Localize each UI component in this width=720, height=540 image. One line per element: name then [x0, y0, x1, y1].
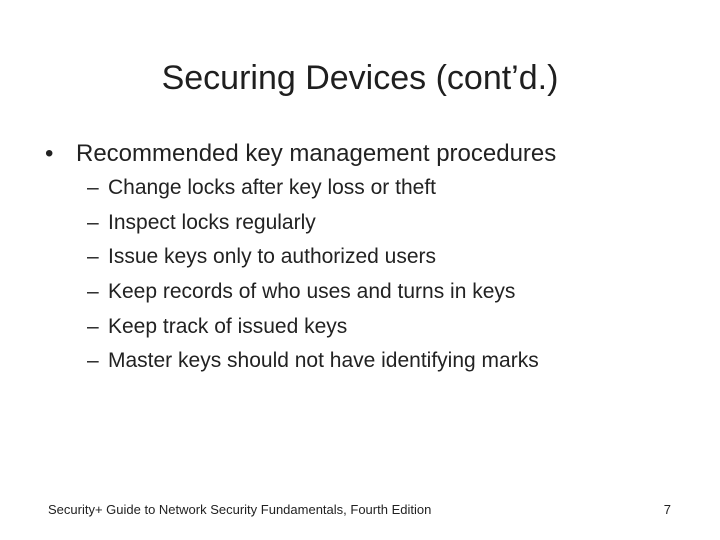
dash-icon: –: [87, 314, 99, 338]
sub-bullet-item: [87, 311, 539, 346]
sub-bullet-text: Change locks after key loss or theft: [108, 176, 436, 199]
footer-source: Security+ Guide to Network Security Fundamentals, Fourth Edition: [48, 502, 432, 517]
page-number: 7: [663, 502, 671, 517]
sub-bullet-item: [87, 276, 539, 311]
sub-bullet-text: Issue keys only to authorized users: [108, 245, 437, 269]
dash-icon: –: [87, 349, 99, 373]
sub-bullet-text: Keep track of issued keys: [108, 314, 348, 338]
sub-bullet-list: [87, 172, 539, 380]
sub-bullet-item: [87, 207, 539, 242]
dash-icon: –: [87, 280, 99, 304]
dash-icon: –: [87, 210, 99, 234]
main-bullet: [45, 138, 556, 170]
bullet-icon: •: [45, 140, 54, 167]
dash-icon: –: [87, 176, 99, 199]
sub-bullet-item: [87, 345, 539, 380]
sub-bullet-text: Keep records of who uses and turns in keys: [108, 280, 516, 304]
main-bullet-text: Recommended key management procedures: [76, 140, 557, 167]
sub-bullet-item: [87, 241, 539, 276]
slide-title: Securing Devices (cont’d.): [161, 59, 559, 97]
sub-bullet-item: [87, 172, 539, 207]
dash-icon: –: [87, 245, 99, 269]
sub-bullet-text: Master keys should not have identifying marks: [108, 349, 539, 373]
sub-bullet-text: Inspect locks regularly: [108, 210, 316, 234]
